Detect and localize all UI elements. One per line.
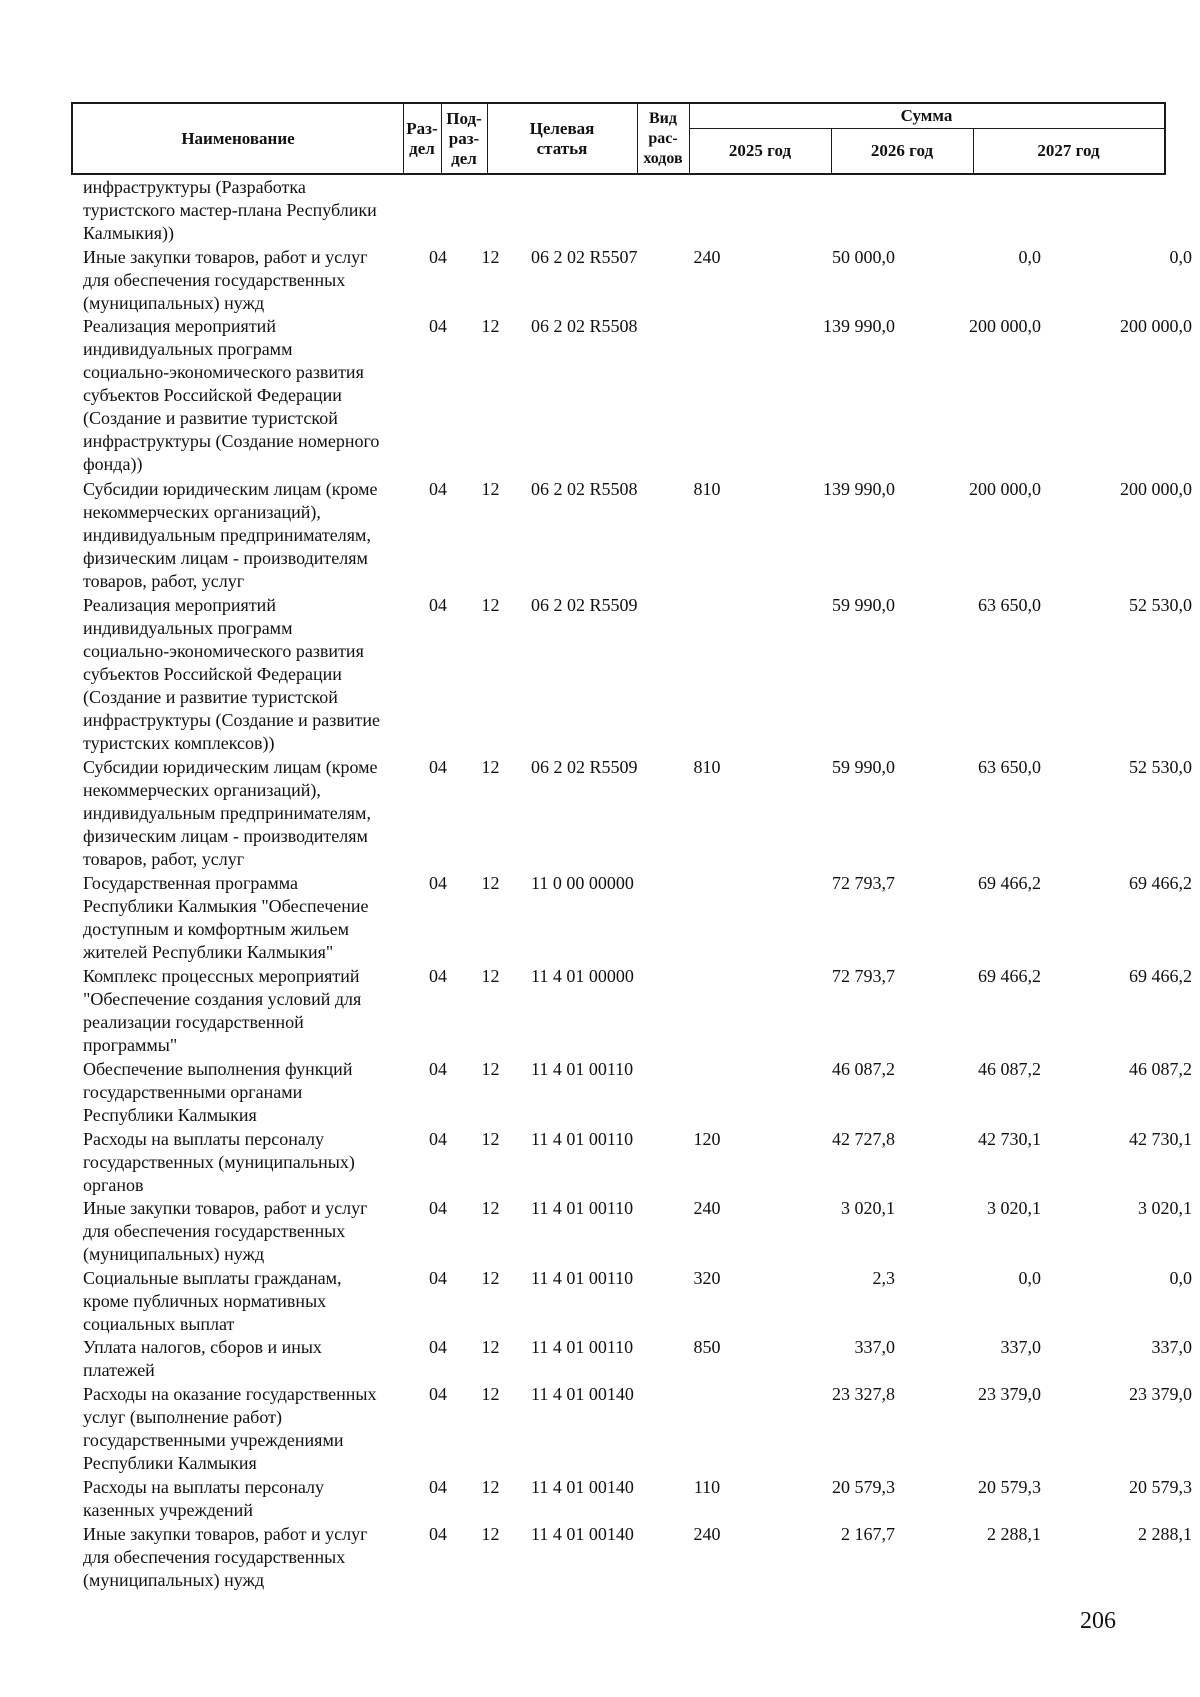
row-2025: 72 793,7 — [832, 966, 895, 986]
row-2027: 20 579,3 — [1129, 1477, 1192, 1497]
row-2026: 200 000,0 — [969, 479, 1041, 499]
row-2025: 2 167,7 — [841, 1524, 895, 1544]
row-vid: 240 — [693, 1198, 721, 1218]
row-2025: 42 727,8 — [832, 1129, 895, 1149]
row-razdel: 04 — [429, 873, 447, 893]
row-razdel: 04 — [429, 1268, 447, 1288]
row-podrazdel: 12 — [481, 1129, 500, 1149]
row-2027: 200 000,0 — [1120, 316, 1192, 336]
row-2026: 46 087,2 — [978, 1059, 1041, 1079]
row-2026: 2 288,1 — [987, 1524, 1041, 1544]
row-2025: 72 793,7 — [832, 873, 895, 893]
row-2027: 69 466,2 — [1129, 873, 1192, 893]
row-vid: 240 — [693, 1524, 721, 1544]
row-razdel: 04 — [429, 1198, 447, 1218]
row-vid: 320 — [693, 1268, 721, 1288]
header-2027: 2027 год — [1037, 140, 1100, 160]
table-header — [71, 102, 1166, 175]
row-vid: 240 — [693, 247, 721, 267]
row-2027: 46 087,2 — [1129, 1059, 1192, 1079]
row-2026: 0,0 — [1018, 247, 1041, 267]
row-2027: 3 020,1 — [1138, 1198, 1192, 1218]
row-2026: 63 650,0 — [978, 757, 1041, 777]
header-razdel: Раз- дел — [406, 118, 438, 158]
row-target: 06 2 02 R5507 — [531, 247, 638, 267]
row-name: Иные закупки товаров, работ и услуг для обеспечения государственных (муниципальных) нужд — [83, 1198, 368, 1264]
row-razdel: 04 — [429, 595, 447, 615]
header-summa: Сумма — [900, 106, 953, 125]
row-2026: 23 379,0 — [978, 1384, 1041, 1404]
row-target: 11 4 01 00140 — [531, 1524, 634, 1544]
row-2025: 139 990,0 — [823, 479, 895, 499]
row-podrazdel: 12 — [481, 757, 500, 777]
row-name: Субсидии юридическим лицам (кроме некоммерческих организаций), индивидуальным предпринимателям, физическим лицам - производителям товаров, работ, услуг — [83, 479, 378, 591]
row-vid: 810 — [693, 479, 721, 499]
row-2026: 42 730,1 — [978, 1129, 1041, 1149]
row-2025: 337,0 — [854, 1337, 895, 1357]
row-2025: 59 990,0 — [832, 595, 895, 615]
header-name: Наименование — [181, 128, 295, 148]
row-2025: 2,3 — [872, 1268, 895, 1288]
header-vid: Вид рас- ходов — [643, 109, 683, 167]
row-2025: 139 990,0 — [823, 316, 895, 336]
row-target: 06 2 02 R5508 — [531, 316, 638, 336]
row-target: 11 4 01 00110 — [531, 1059, 634, 1079]
row-razdel: 04 — [429, 316, 447, 336]
row-podrazdel: 12 — [481, 1268, 500, 1288]
row-2025: 50 000,0 — [832, 247, 895, 267]
row-2027: 52 530,0 — [1129, 757, 1192, 777]
row-razdel: 04 — [429, 1337, 447, 1357]
row-vid: 810 — [693, 757, 721, 777]
row-target: 11 4 01 00110 — [531, 1129, 634, 1149]
row-2025: 3 020,1 — [841, 1198, 895, 1218]
row-2026: 69 466,2 — [978, 873, 1041, 893]
row-2026: 63 650,0 — [978, 595, 1041, 615]
row-name: Уплата налогов, сборов и иных платежей — [83, 1337, 322, 1380]
row-razdel: 04 — [429, 966, 447, 986]
row-name: Социальные выплаты гражданам, кроме публичных нормативных социальных выплат — [83, 1268, 342, 1334]
row-name: Расходы на выплаты персоналу государственных (муниципальных) органов — [83, 1129, 355, 1195]
row-podrazdel: 12 — [481, 1384, 500, 1404]
row-2025: 59 990,0 — [832, 757, 895, 777]
row-podrazdel: 12 — [481, 1477, 500, 1497]
row-podrazdel: 12 — [481, 1198, 500, 1218]
page-number: 206 — [1080, 1608, 1116, 1634]
row-2026: 200 000,0 — [969, 316, 1041, 336]
row-target: 11 0 00 00000 — [531, 873, 634, 893]
row-2026: 0,0 — [1018, 1268, 1041, 1288]
header-podrazdel: Под- раз- дел — [446, 108, 482, 168]
row-podrazdel: 12 — [481, 316, 500, 336]
row-name: Расходы на оказание государственных услуг (выполнение работ) государственными учреждениями Республики Калмыкия — [83, 1384, 377, 1473]
row-target: 11 4 01 00110 — [531, 1198, 634, 1218]
row-2027: 200 000,0 — [1120, 479, 1192, 499]
row-podrazdel: 12 — [481, 1524, 500, 1544]
row-name: Комплекс процессных мероприятий "Обеспечение создания условий для реализации государственной программы" — [83, 966, 362, 1055]
row-target: 11 4 01 00000 — [531, 966, 634, 986]
row-2027: 337,0 — [1151, 1337, 1192, 1357]
row-2027: 52 530,0 — [1129, 595, 1192, 615]
row-vid: 120 — [693, 1129, 721, 1149]
row-name: Расходы на выплаты персоналу казенных учреждений — [83, 1477, 324, 1520]
row-razdel: 04 — [429, 1059, 447, 1079]
row-2025: 23 327,8 — [832, 1384, 895, 1404]
row-target: 06 2 02 R5509 — [531, 757, 638, 777]
row-name: Субсидии юридическим лицам (кроме некоммерческих организаций), индивидуальным предпринимателям, физическим лицам - производителям товаров, работ, услуг — [83, 757, 378, 869]
row-razdel: 04 — [429, 1129, 447, 1149]
header-2026: 2026 год — [870, 140, 934, 160]
row-2026: 69 466,2 — [978, 966, 1041, 986]
row-2027: 2 288,1 — [1138, 1524, 1192, 1544]
row-podrazdel: 12 — [481, 1059, 500, 1079]
row-name: Иные закупки товаров, работ и услуг для обеспечения государственных (муниципальных) нужд — [83, 247, 368, 313]
row-razdel: 04 — [429, 247, 447, 267]
header-2025: 2025 год — [728, 140, 792, 160]
row-target: 11 4 01 00110 — [531, 1268, 634, 1288]
row-2027: 42 730,1 — [1129, 1129, 1192, 1149]
row-razdel: 04 — [429, 1384, 447, 1404]
row-razdel: 04 — [429, 1477, 447, 1497]
row-podrazdel: 12 — [481, 595, 500, 615]
row-podrazdel: 12 — [481, 873, 500, 893]
row-podrazdel: 12 — [481, 1337, 500, 1357]
row-name: Реализация мероприятий индивидуальных программ социально-экономического развития субъектов Российской Федерации (Создание и развитие туристской инфраструктуры (Создание номерного фонда)) — [83, 316, 380, 474]
row-razdel: 04 — [429, 757, 447, 777]
row-2026: 3 020,1 — [987, 1198, 1041, 1218]
row-name: Реализация мероприятий индивидуальных программ социально-экономического развития субъектов Российской Федерации (Создание и развитие туристской инфраструктуры (Создание и развитие туристских комплексов)) — [83, 595, 381, 753]
row-target: 06 2 02 R5508 — [531, 479, 638, 499]
row-target: 11 4 01 00140 — [531, 1384, 634, 1404]
row-2026: 20 579,3 — [978, 1477, 1041, 1497]
row-vid: 110 — [693, 1477, 721, 1497]
row-name: Государственная программа Республики Калмыкия "Обеспечение доступным и комфортным жильем жителей Республики Калмыкия" — [83, 873, 369, 962]
row-2027: 23 379,0 — [1129, 1384, 1192, 1404]
header-target: Целевая статья — [529, 118, 595, 158]
row-podrazdel: 12 — [481, 247, 500, 267]
row-razdel: 04 — [429, 479, 447, 499]
row-name: Иные закупки товаров, работ и услуг для обеспечения государственных (муниципальных) нужд — [83, 1524, 368, 1590]
row-2027: 0,0 — [1169, 1268, 1192, 1288]
row-name: Обеспечение выполнения функций государственными органами Республики Калмыкия — [83, 1059, 353, 1125]
row-target: 11 4 01 00140 — [531, 1477, 634, 1497]
row-target: 06 2 02 R5509 — [531, 595, 638, 615]
row-podrazdel: 12 — [481, 479, 500, 499]
row-razdel: 04 — [429, 1524, 447, 1544]
row-vid: 850 — [693, 1337, 721, 1357]
row-2026: 337,0 — [1000, 1337, 1041, 1357]
row-podrazdel: 12 — [481, 966, 500, 986]
row-2027: 0,0 — [1169, 247, 1192, 267]
row-2025: 20 579,3 — [832, 1477, 895, 1497]
row-2027: 69 466,2 — [1129, 966, 1192, 986]
row-2025: 46 087,2 — [832, 1059, 895, 1079]
row-target: 11 4 01 00110 — [531, 1337, 634, 1357]
row-name: инфраструктуры (Разработка туристского мастер-плана Республики Калмыкия)) — [83, 177, 377, 243]
